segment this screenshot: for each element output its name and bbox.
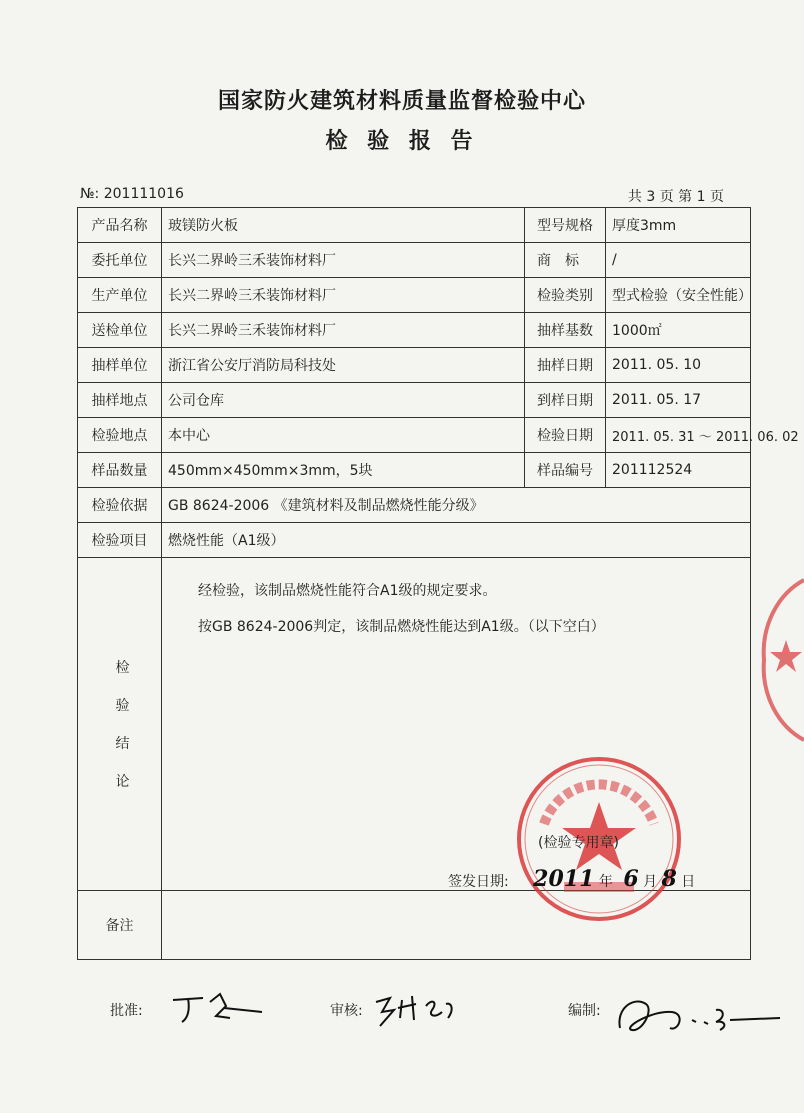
conclusion-char: 验	[115, 698, 130, 714]
field-value: 长兴二界岭三禾装饰材料厂	[162, 243, 525, 278]
day-unit: 日	[681, 874, 696, 890]
table-row	[78, 278, 751, 313]
field-value: 燃烧性能（A1级）	[162, 523, 751, 558]
field-label: 检验类别	[525, 278, 606, 313]
field-label: 检验日期	[525, 418, 606, 453]
compile-signature-icon	[612, 988, 782, 1038]
field-value: 450mm×450mm×3mm，5块	[162, 453, 525, 488]
conclusion-line: 经检验，该制品燃烧性能符合A1级的规定要求。	[198, 583, 497, 599]
field-label: 抽样地点	[78, 383, 162, 418]
field-label: 检验地点	[78, 418, 162, 453]
table-row	[78, 453, 751, 488]
field-label: 生产单位	[78, 278, 162, 313]
issue-date	[448, 866, 695, 892]
field-label: 送检单位	[78, 313, 162, 348]
field-value: 型式检验（安全性能）	[606, 278, 751, 313]
field-label: 产品名称	[78, 208, 162, 243]
report-table	[77, 207, 799, 960]
field-value: 201112524	[606, 453, 751, 488]
conclusion-row	[78, 558, 751, 891]
field-value: 长兴二界岭三禾装饰材料厂	[162, 313, 525, 348]
side-seal-fragment	[764, 580, 804, 740]
compile-label: 编制:	[568, 1003, 601, 1019]
year-unit: 年	[598, 874, 613, 890]
field-value: 本中心	[162, 418, 525, 453]
review-label: 审核:	[330, 1003, 363, 1019]
table-row	[78, 348, 751, 383]
field-value: 长兴二界岭三禾装饰材料厂	[162, 278, 525, 313]
table-row	[78, 243, 751, 278]
field-label: 样品数量	[78, 453, 162, 488]
table-row	[78, 383, 751, 418]
field-value: /	[606, 243, 751, 278]
conclusion-char: 结	[115, 736, 130, 752]
conclusion-char: 论	[115, 774, 130, 790]
table-row	[78, 523, 751, 558]
field-value: GB 8624-2006 《建筑材料及制品燃烧性能分级》	[162, 488, 751, 523]
conclusion-char: 检	[115, 660, 130, 676]
table-row	[78, 208, 751, 243]
field-label: 样品编号	[525, 453, 606, 488]
conclusion-line: 按GB 8624-2006判定，该制品燃烧性能达到A1级。（以下空白）	[198, 619, 605, 635]
field-value: 2011. 05. 10	[606, 348, 751, 383]
conclusion-label	[78, 558, 162, 891]
doc-title: 检 验 报 告	[325, 129, 479, 154]
field-value: 2011. 05. 17	[606, 383, 751, 418]
field-value: 玻镁防火板	[162, 208, 525, 243]
issue-month: 6	[623, 866, 639, 892]
field-label: 商标	[525, 243, 606, 278]
field-value: 厚度3mm	[606, 208, 751, 243]
issue-date-label: 签发日期:	[448, 874, 509, 890]
field-label: 型号规格	[525, 208, 606, 243]
field-value: 公司仓库	[162, 383, 525, 418]
review-signature-icon	[372, 988, 462, 1032]
month-unit: 月	[643, 874, 658, 890]
field-label: 委托单位	[78, 243, 162, 278]
remarks-label: 备注	[78, 891, 162, 960]
table-row	[78, 313, 751, 348]
field-value: 2011. 05. 31 ～ 2011. 06. 02	[606, 418, 751, 453]
org-title: 国家防火建筑材料质量监督检验中心	[217, 89, 586, 114]
report-number: №: 201111016	[80, 186, 184, 202]
field-label: 检验项目	[78, 523, 162, 558]
table-row	[78, 418, 751, 453]
field-label: 抽样日期	[525, 348, 606, 383]
issue-year: 2011	[533, 866, 595, 892]
page-count: 共 3 页 第 1 页	[627, 189, 724, 205]
seal-label: (检验专用章)	[538, 835, 619, 851]
approve-signature-icon	[168, 988, 268, 1028]
field-label: 抽样基数	[525, 313, 606, 348]
field-label: 到样日期	[525, 383, 606, 418]
field-value: 1000㎡	[606, 313, 751, 348]
table-row	[78, 488, 751, 523]
conclusion-body	[162, 558, 751, 891]
field-label: 抽样单位	[78, 348, 162, 383]
field-label: 检验依据	[78, 488, 162, 523]
issue-day: 8	[661, 866, 677, 892]
field-value: 浙江省公安厅消防局科技处	[162, 348, 525, 383]
approve-label: 批准:	[110, 1003, 143, 1019]
